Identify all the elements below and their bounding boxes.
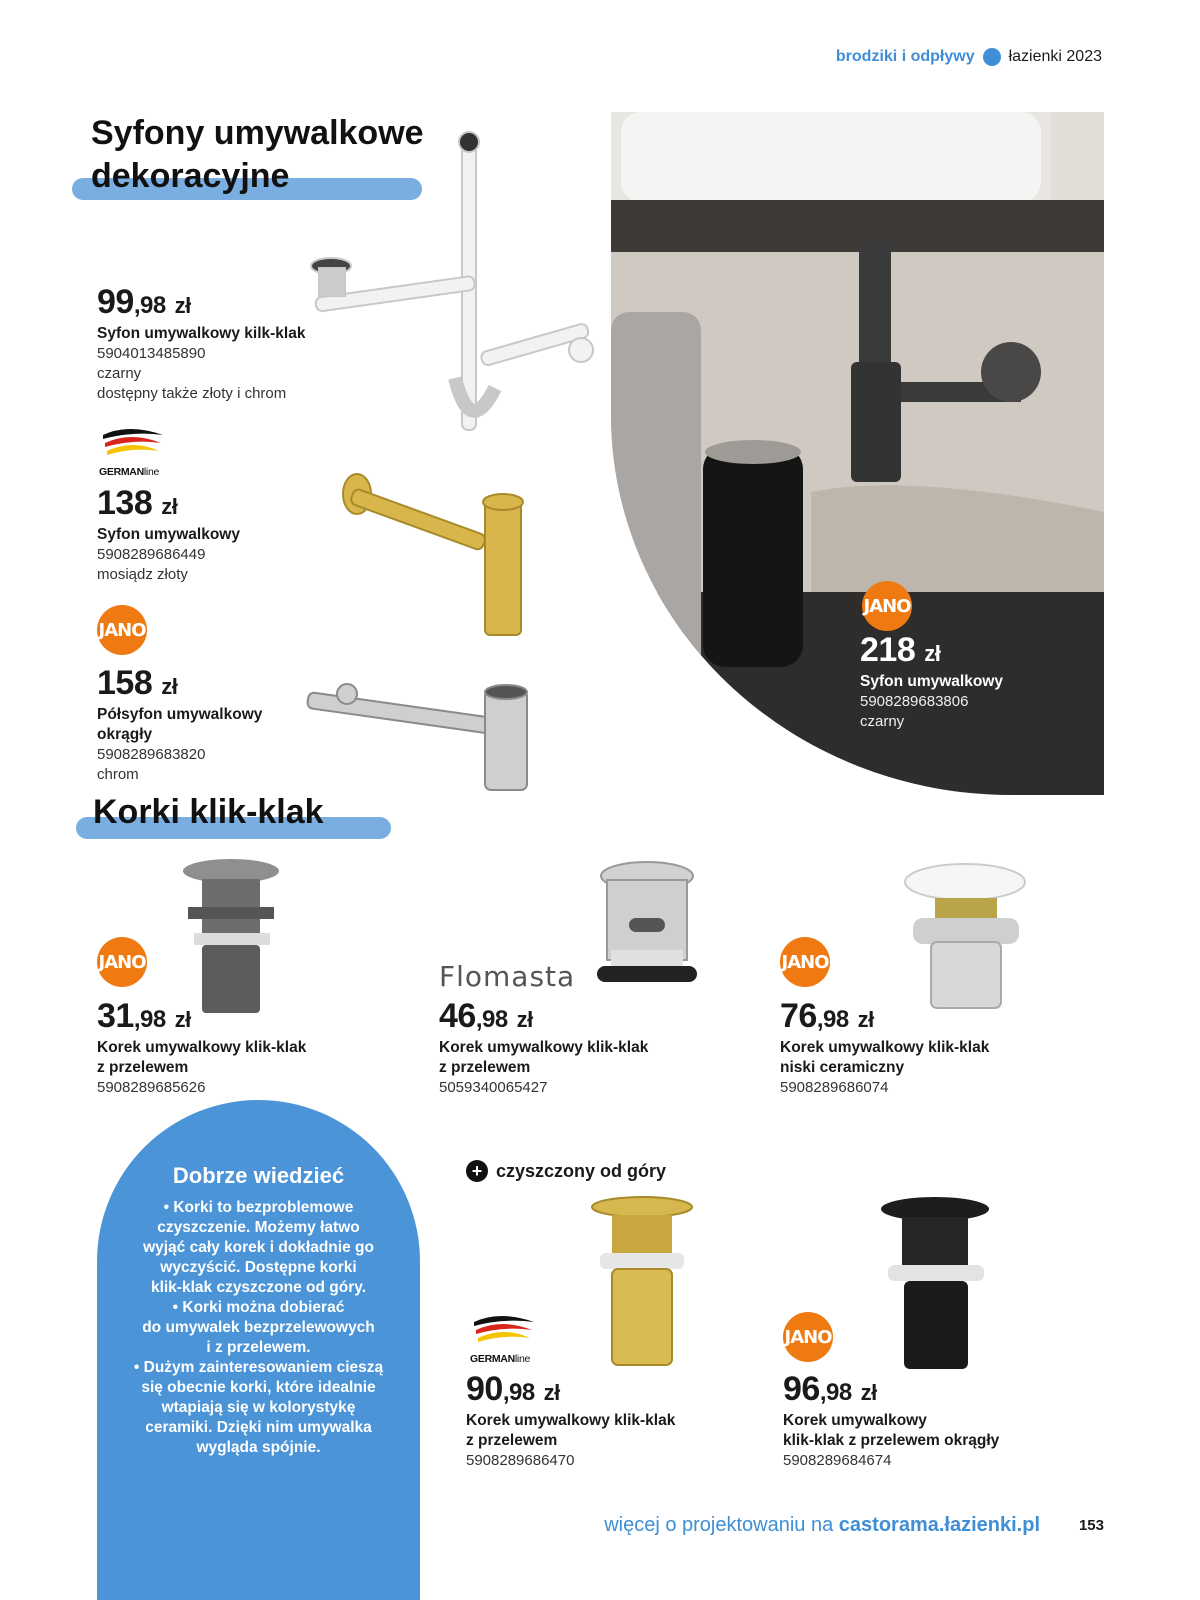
jano-logo: JANO: [97, 937, 147, 987]
name-line: Korek umywalkowy klik-klak: [97, 1039, 307, 1056]
bathroom-photo-illustration: [611, 112, 1104, 795]
product-syfon-czarny: [860, 632, 1003, 732]
product-polsyfon: [97, 665, 262, 785]
currency: zł: [161, 674, 178, 699]
price: [97, 998, 306, 1038]
price-dec: ,98: [475, 1006, 508, 1033]
plus-icon: +: [466, 1160, 488, 1182]
product-code: 5904013485890: [97, 345, 206, 362]
catalog-label: łazienki 2023: [1008, 48, 1102, 65]
info-line: klik-klak czyszczone od góry.: [150, 1279, 367, 1296]
section-title-korki: Korki klik-klak: [93, 793, 324, 831]
price-int: 99: [97, 283, 134, 321]
product-code: 5059340065427: [439, 1079, 548, 1096]
product-name: [860, 672, 1003, 692]
price-int: 218: [860, 631, 916, 669]
product-code: 5908289686449: [97, 546, 206, 563]
product-name: [97, 1038, 306, 1078]
currency: zł: [174, 293, 191, 318]
info-line: się obecnie korki, które idealnie: [141, 1379, 376, 1396]
product-code: 5908289684674: [783, 1452, 892, 1469]
info-line: wyczyścić. Dostępne korki: [160, 1259, 357, 1276]
product-detail: mosiądz złoty: [97, 566, 188, 583]
footer-text: więcej o projektowaniu na: [604, 1514, 839, 1536]
price-dec: ,98: [133, 292, 166, 319]
product-detail: czarny: [860, 713, 905, 730]
price-dec: ,98: [502, 1379, 535, 1406]
product-code: 5908289683806: [860, 693, 969, 710]
logo-text: line: [143, 466, 160, 478]
price: [783, 1371, 999, 1411]
name-line: Korek umywalkowy klik-klak: [780, 1039, 990, 1056]
name-line: z przelewem: [97, 1059, 189, 1076]
clean-from-top-label: [466, 1160, 666, 1182]
price: [780, 998, 989, 1038]
name-line: Syfon umywalkowy: [860, 673, 1003, 690]
info-line: ceramiki. Dzięki nim umywalka: [145, 1419, 372, 1436]
info-line: wygląda spójnie.: [196, 1439, 321, 1456]
name-line: okrągły: [97, 726, 153, 743]
price-int: 90: [466, 1370, 503, 1408]
name-line: klik-klak z przelewem okrągły: [783, 1432, 1000, 1449]
product-image-korek-zloty: [590, 1195, 695, 1370]
info-line: • Korki można dobierać: [172, 1299, 345, 1316]
price-int: 138: [97, 484, 153, 522]
price: [860, 632, 1003, 672]
name-line: Korek umywalkowy: [783, 1412, 927, 1429]
info-body: [111, 1198, 406, 1458]
title-line-1: Syfony umywalkowe: [91, 114, 424, 152]
info-line: wtapiają się w kolorystykę: [161, 1399, 356, 1416]
currency: zł: [543, 1380, 560, 1405]
price-int: 96: [783, 1370, 820, 1408]
product-name: [466, 1411, 675, 1451]
name-line: Syfon umywalkowy kilk-klak: [97, 325, 306, 342]
jano-logo: JANO: [780, 937, 830, 987]
price-dec: ,98: [133, 1006, 166, 1033]
currency: zł: [857, 1007, 874, 1032]
currency: zł: [516, 1007, 533, 1032]
title-line-2: dekoracyjne: [91, 157, 290, 195]
logo-text: line: [514, 1353, 531, 1365]
price-int: 46: [439, 997, 476, 1035]
product-korek-5: [783, 1371, 999, 1471]
product-korek-4: [466, 1371, 675, 1471]
info-line: • Dużym zainteresowaniem cieszą: [133, 1359, 384, 1376]
price-int: 158: [97, 664, 153, 702]
product-name: [780, 1038, 989, 1078]
product-name: [439, 1038, 648, 1078]
clean-label-text: czyszczony od góry: [496, 1160, 667, 1181]
info-line: wyjąć cały korek i dokładnie go: [143, 1239, 374, 1256]
german-line-logo: [99, 425, 179, 478]
currency: zł: [924, 641, 941, 666]
price-dec: ,98: [819, 1379, 852, 1406]
currency: zł: [174, 1007, 191, 1032]
product-name: [97, 525, 240, 545]
product-code: 5908289683820: [97, 746, 206, 763]
german-line-logo-icon: [470, 1312, 536, 1348]
product-image-korek-czarny: [878, 1195, 993, 1373]
product-syfon-klik-klak: [97, 284, 305, 404]
info-line: do umywalek bezprzelewowych: [142, 1319, 375, 1336]
currency: zł: [860, 1380, 877, 1405]
price: [97, 485, 240, 525]
info-line: • Korki to bezproblemowe: [163, 1199, 354, 1216]
bathroom-photo: [611, 112, 1104, 795]
product-name: [97, 324, 305, 344]
product-image-korek-grafit: [180, 857, 285, 1017]
name-line: Półsyfon umywalkowy: [97, 706, 263, 723]
product-detail: chrom: [97, 766, 139, 783]
page-header: [836, 48, 1102, 66]
header-dot-icon: [983, 48, 1001, 66]
footer-link[interactable]: castorama.łazienki.pl: [838, 1514, 1040, 1536]
page-number: 153: [1078, 1517, 1104, 1534]
jano-logo: JANO: [862, 581, 912, 631]
info-title: Dobrze wiedzieć: [172, 1163, 345, 1188]
logo-text: GERMAN: [470, 1353, 515, 1365]
product-image-syfon-white: [305, 128, 600, 443]
flomasta-logo: Flomasta: [439, 960, 576, 993]
price: [439, 998, 648, 1038]
name-line: niski ceramiczny: [780, 1059, 905, 1076]
price-int: 76: [780, 997, 817, 1035]
info-line: i z przelewem.: [206, 1339, 311, 1356]
footer-note: [604, 1514, 1040, 1537]
product-name: [97, 705, 262, 745]
currency: zł: [161, 494, 178, 519]
section-label: brodziki i odpływy: [835, 48, 975, 65]
product-korek-2: [439, 998, 648, 1098]
german-line-logo: [470, 1312, 550, 1365]
product-code: 5908289685626: [97, 1079, 206, 1096]
price: [97, 665, 262, 705]
product-image-korek-ceramiczny: [903, 862, 1028, 1012]
info-box: [97, 1100, 420, 1600]
name-line: z przelewem: [466, 1432, 558, 1449]
product-detail: dostępny także złoty i chrom: [97, 385, 287, 402]
product-korek-3: [780, 998, 989, 1098]
price: [97, 284, 305, 324]
product-detail: czarny: [97, 365, 142, 382]
jano-logo: JANO: [783, 1312, 833, 1362]
logo-text: GERMAN: [99, 466, 144, 478]
name-line: Syfon umywalkowy: [97, 526, 240, 543]
product-name: [783, 1411, 999, 1451]
product-syfon-zloty: [97, 485, 240, 585]
price: [466, 1371, 675, 1411]
product-korek-1: [97, 998, 306, 1098]
product-code: 5908289686470: [466, 1452, 575, 1469]
name-line: Korek umywalkowy klik-klak: [466, 1412, 676, 1429]
price-dec: ,98: [816, 1006, 849, 1033]
info-line: czyszczenie. Możemy łatwo: [157, 1219, 360, 1236]
product-image-syfon-gold: [335, 470, 530, 640]
german-line-logo-icon: [99, 425, 165, 461]
product-image-korek-chrom: [593, 858, 703, 1013]
product-code: 5908289686074: [780, 1079, 889, 1096]
jano-logo: JANO: [97, 605, 147, 655]
price-int: 31: [97, 997, 134, 1035]
product-image-polsyfon-chrom: [305, 680, 535, 795]
name-line: z przelewem: [439, 1059, 531, 1076]
name-line: Korek umywalkowy klik-klak: [439, 1039, 649, 1056]
